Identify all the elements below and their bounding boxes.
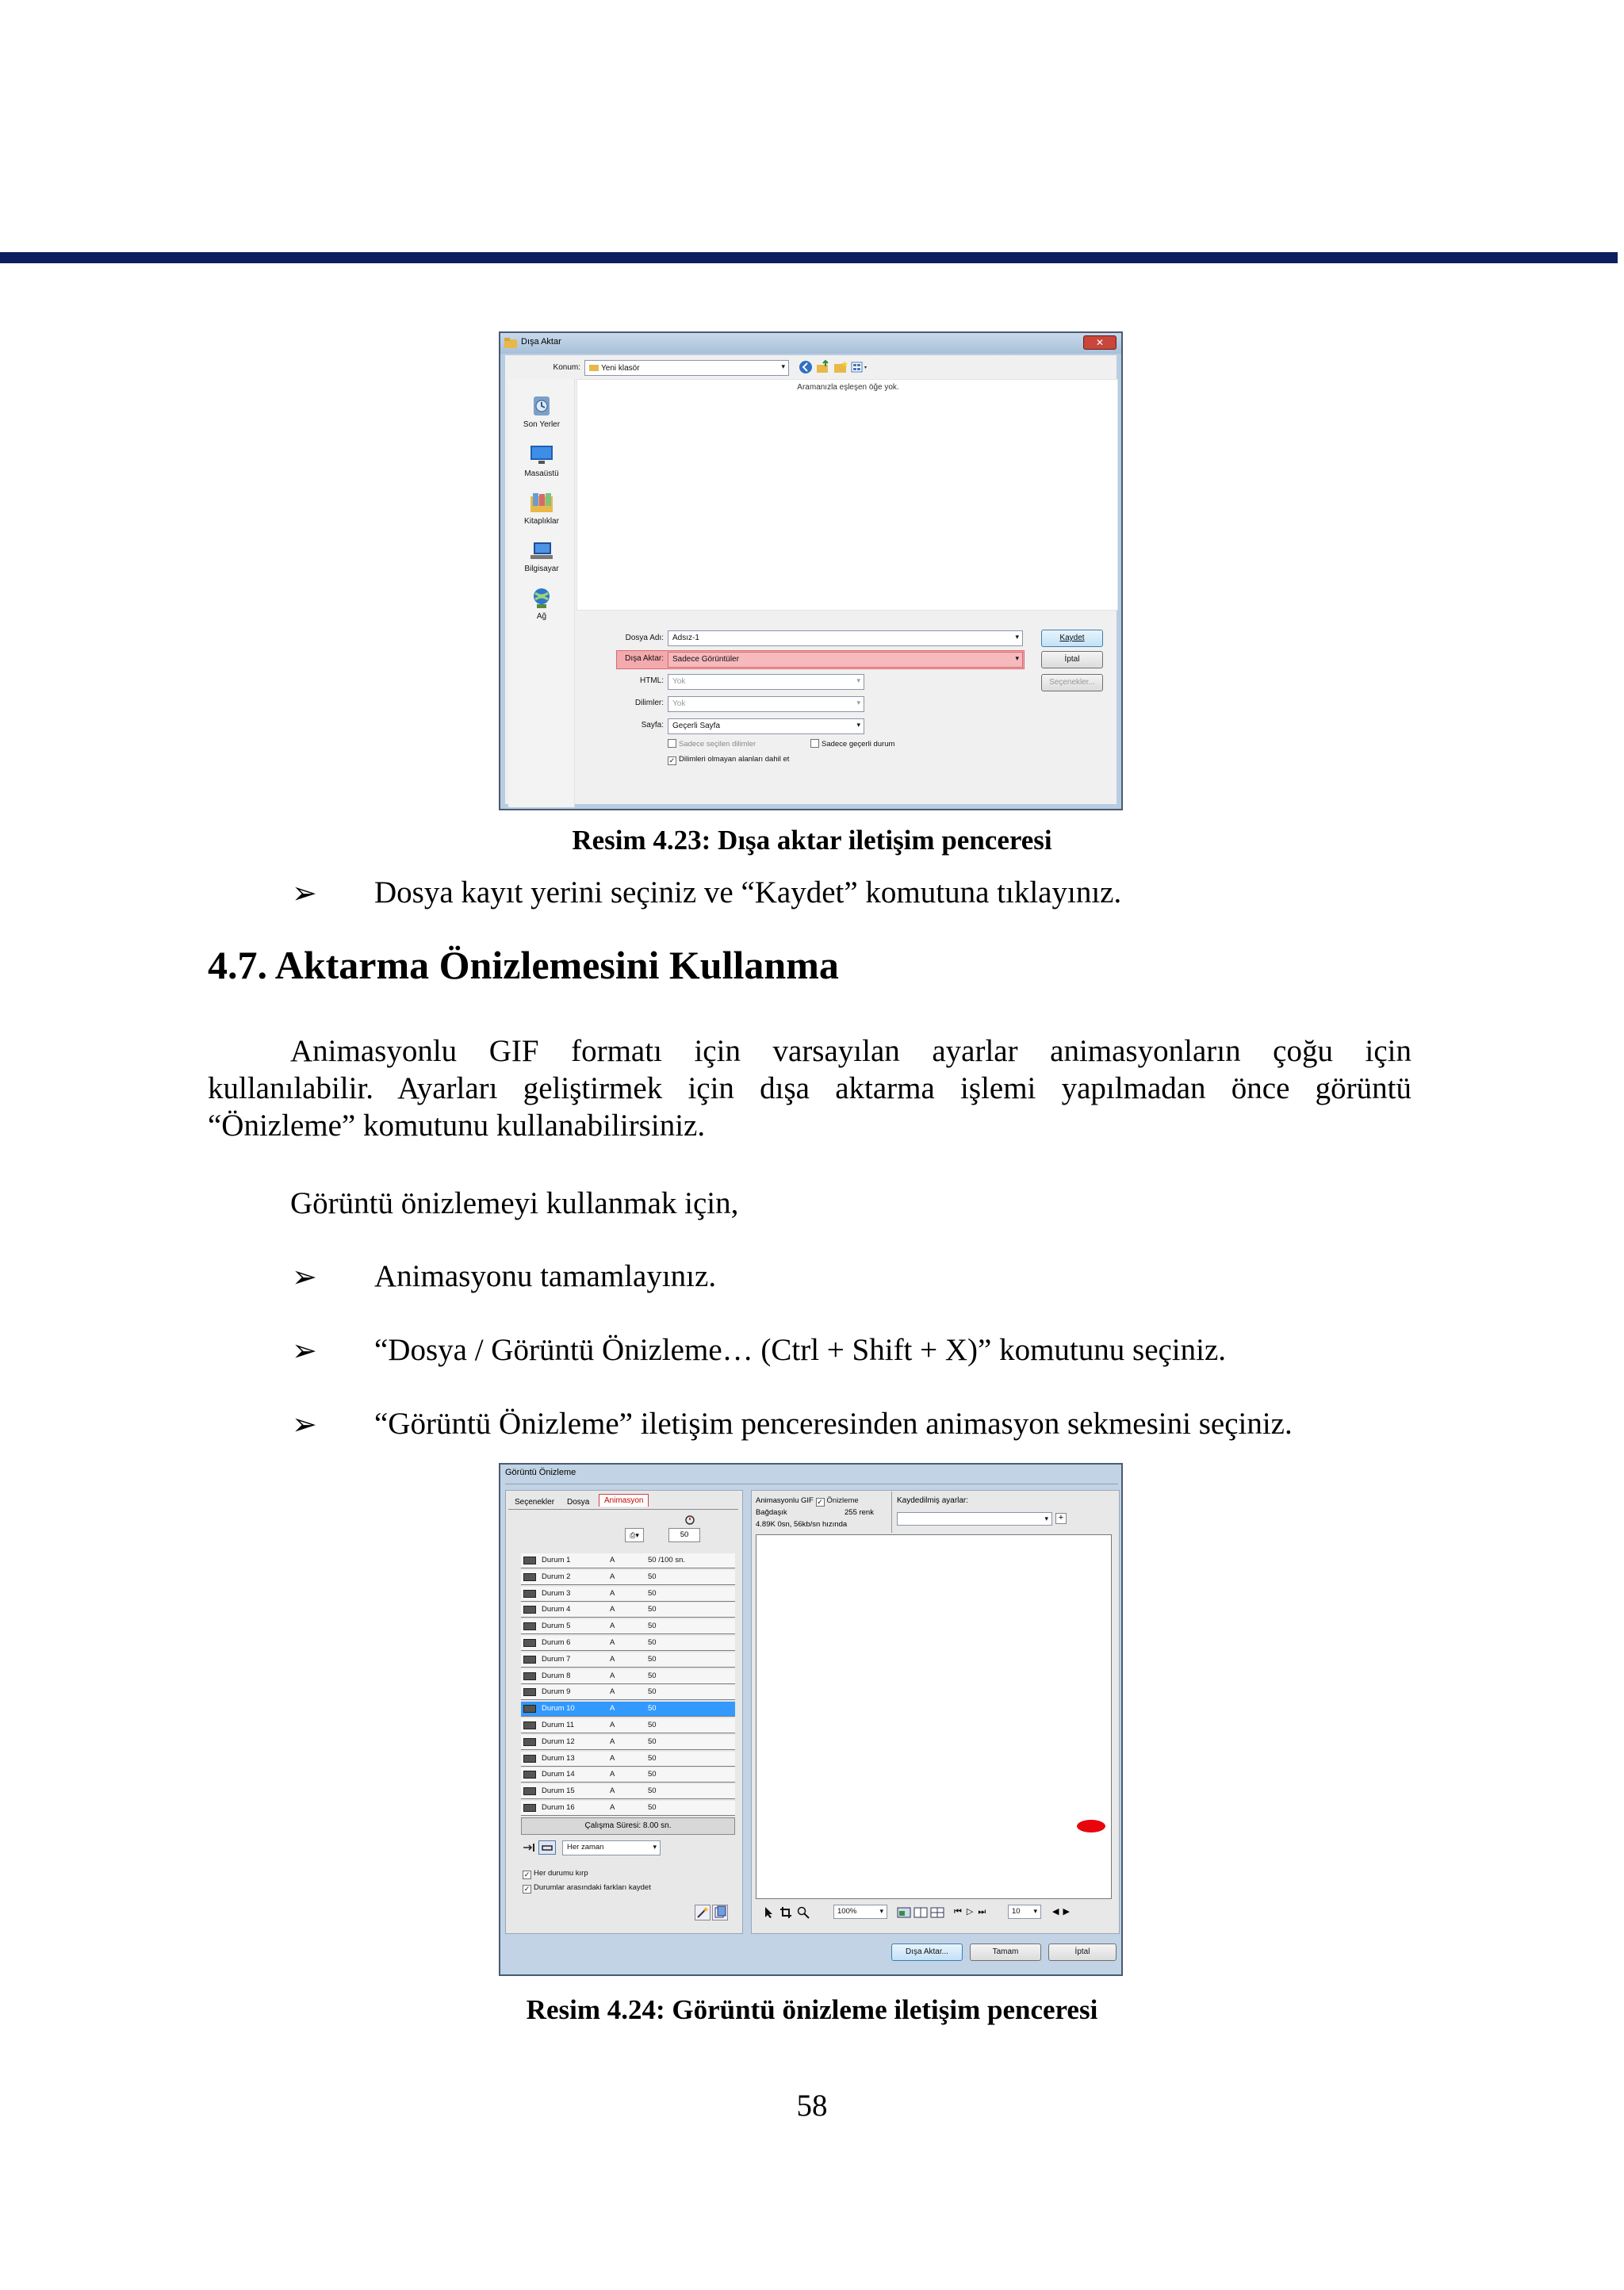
- section-heading: 4.7. Aktarma Önizlemesini Kullanma: [208, 943, 839, 987]
- preview-checkbox[interactable]: ✓ Önizleme: [817, 1496, 859, 1506]
- chevron-down-icon: ▾: [856, 721, 860, 729]
- frame-thumbnail-icon: [523, 1738, 536, 1746]
- frame-row[interactable]: [521, 1784, 735, 1799]
- info-divider: [891, 1492, 892, 1533]
- frame-delay: 50: [648, 1687, 657, 1697]
- tab-file[interactable]: Dosya: [567, 1498, 590, 1507]
- crop-icon[interactable]: [779, 1906, 792, 1919]
- frame-name: Durum 13: [542, 1753, 575, 1763]
- frame-name: Durum 15: [542, 1786, 575, 1796]
- frame-disposal: A: [610, 1622, 615, 1631]
- dialog-title: Görüntü Önizleme: [505, 1468, 576, 1477]
- dialog-title: Dışa Aktar: [521, 337, 561, 347]
- frame-delay: 50 /100 sn.: [648, 1556, 686, 1564]
- export-button[interactable]: Dışa Aktar...: [891, 1943, 963, 1961]
- cancel-button[interactable]: İptal: [1041, 651, 1103, 668]
- frame-delay: 50: [648, 1753, 657, 1763]
- bullet-text-1: Dosya kayıt yerini seçiniz ve “Kaydet” komutuna tıklayınız.: [374, 875, 1122, 909]
- network-icon: [529, 587, 554, 609]
- frame-name: Durum 2: [542, 1572, 571, 1581]
- frame-row[interactable]: [521, 1718, 735, 1733]
- save-button[interactable]: Kaydet: [1041, 630, 1103, 647]
- figure1-caption: Resim 4.23: Dışa aktar iletişim penceresi: [572, 825, 1052, 856]
- include-areas-checkbox[interactable]: ✓ Dilimleri olmayan alanları dahil et: [668, 755, 790, 764]
- frame-thumbnail-icon: [523, 1705, 536, 1713]
- filename-combo[interactable]: Adsız-1 ▾: [668, 630, 1023, 646]
- frame-row[interactable]: [521, 1636, 735, 1651]
- playback-controls[interactable]: ⏮▷⏭: [954, 1907, 991, 1917]
- frame-name: Durum 10: [542, 1704, 575, 1714]
- frame-thumbnail-icon: [523, 1557, 536, 1564]
- pointer-icon[interactable]: [764, 1906, 775, 1919]
- location-combo[interactable]: Yeni klasör ▾: [584, 360, 789, 376]
- bullet-marker: ➢: [292, 1261, 317, 1294]
- crop-checkbox[interactable]: ✓ Her durumu kırp: [523, 1869, 588, 1878]
- tab-animation[interactable]: Animasyon: [599, 1494, 649, 1507]
- figure2-caption: Resim 4.24: Görüntü önizleme iletişim penceresi: [526, 1994, 1098, 2025]
- frame-thumbnail-icon: [523, 1606, 536, 1614]
- frame-name: Durum 16: [542, 1803, 575, 1812]
- view-split-icon[interactable]: [897, 1906, 944, 1919]
- ok-button[interactable]: Tamam: [970, 1943, 1041, 1961]
- frame-delay: 50: [648, 1638, 657, 1647]
- frame-row[interactable]: [521, 1553, 735, 1568]
- frame-disposal: A: [610, 1753, 615, 1763]
- frame-combo[interactable]: 10 ▾: [1008, 1905, 1041, 1919]
- frame-name: Durum 6: [542, 1638, 571, 1647]
- cancel-button[interactable]: İptal: [1048, 1943, 1116, 1961]
- top-rule: [0, 252, 1618, 263]
- frame-thumbnail-icon: [523, 1672, 536, 1680]
- frame-thumbnail-icon: [523, 1622, 536, 1630]
- paragraph-2: Görüntü önizlemeyi kullanmak için,: [290, 1186, 739, 1220]
- frame-row[interactable]: [521, 1735, 735, 1750]
- frame-disposal: A: [610, 1638, 615, 1647]
- frame-disposal: A: [610, 1654, 615, 1664]
- options-button[interactable]: Seçenekler...: [1041, 674, 1103, 691]
- chevron-down-icon: ▾: [856, 676, 860, 684]
- wand-icon[interactable]: [695, 1905, 710, 1920]
- frame-row[interactable]: [521, 1570, 735, 1585]
- file-list[interactable]: [576, 379, 1118, 611]
- frame-name: Durum 12: [542, 1737, 575, 1746]
- frame-name: Durum 8: [542, 1671, 571, 1680]
- desktop-icon: [529, 444, 554, 466]
- zoom-icon[interactable]: [797, 1906, 810, 1919]
- chevron-down-icon: ▾: [1015, 654, 1019, 662]
- close-button[interactable]: ✕: [1083, 335, 1116, 350]
- frame-row[interactable]: [521, 1752, 735, 1767]
- frame-thumbnail-icon: [523, 1787, 536, 1795]
- chevron-down-icon: ▾: [781, 362, 785, 370]
- frame-name: Durum 3: [542, 1588, 571, 1598]
- frame-disposal: A: [610, 1605, 615, 1614]
- place-libraries[interactable]: Kitaplıklar: [518, 492, 565, 526]
- new-folder-icon[interactable]: [833, 360, 848, 374]
- slices-combo[interactable]: Yok ▾: [668, 696, 864, 712]
- paragraph-line-3: “Önizleme” komutunu kullanabilirsiniz.: [208, 1109, 706, 1143]
- html-label: HTML:: [640, 676, 664, 685]
- frame-delay: 50: [648, 1572, 657, 1581]
- export-type-label: Dışa Aktar:: [625, 654, 664, 663]
- frame-delay: 50: [648, 1704, 657, 1714]
- frame-step-controls[interactable]: ◀▶: [1052, 1907, 1074, 1917]
- frame-name: Durum 9: [542, 1687, 571, 1697]
- bullet-marker: ➢: [292, 877, 317, 910]
- timer-icon: [684, 1514, 695, 1525]
- view-menu-icon[interactable]: [851, 360, 870, 374]
- chevron-down-icon: ▾: [1044, 1515, 1048, 1522]
- zoom-combo[interactable]: 100% ▾: [833, 1905, 887, 1919]
- folder-icon: [504, 337, 517, 348]
- tab-divider: [508, 1509, 738, 1510]
- info-size: 4.89K 0sn, 56kb/sn hızında: [756, 1520, 848, 1529]
- frame-disposal: A: [610, 1671, 615, 1680]
- frame-row[interactable]: [521, 1603, 735, 1618]
- bullet-marker: ➢: [292, 1335, 317, 1368]
- frame-thumbnail-icon: [523, 1639, 536, 1647]
- computer-icon: [529, 539, 554, 561]
- chevron-down-icon: ▾: [856, 699, 860, 707]
- bullet-marker: ➢: [292, 1408, 317, 1442]
- place-desktop[interactable]: Masaüstü: [518, 444, 565, 478]
- recent-places-icon: [529, 395, 554, 417]
- format-label: Animasyonlu GIF: [756, 1496, 814, 1505]
- pages-combo[interactable]: Geçerli Sayfa ▾: [668, 718, 864, 734]
- bullet-text-3: “Dosya / Görüntü Önizleme… (Ctrl + Shift + X)” komutunu seçiniz.: [374, 1333, 1227, 1367]
- back-icon[interactable]: [799, 360, 813, 374]
- bullet-text-4: “Görüntü Önizleme” iletişim penceresinden animasyon sekmesini seçiniz.: [374, 1407, 1293, 1441]
- frame-delay: 50: [648, 1654, 657, 1664]
- frame-name: Durum 1: [542, 1556, 571, 1564]
- frame-delay: 50: [648, 1803, 657, 1812]
- selected-slices-checkbox[interactable]: Sadece seçilen dilimler: [668, 739, 756, 749]
- loop-combo[interactable]: Her zaman ▾: [562, 1840, 661, 1855]
- animated-dot: [1077, 1820, 1105, 1832]
- frame-thumbnail-icon: [523, 1804, 536, 1812]
- place-computer[interactable]: Bilgisayar: [518, 539, 565, 573]
- frame-disposal: A: [610, 1721, 615, 1729]
- frame-name: Durum 5: [542, 1622, 571, 1631]
- frames-icon[interactable]: [712, 1905, 728, 1920]
- paragraph-line-1: Animasyonlu GIF formatı için varsayılan ayarlar animasyonların çoğu için: [290, 1034, 1411, 1068]
- frame-name: Durum 14: [542, 1770, 575, 1779]
- info-colors: 255 renk: [845, 1508, 874, 1517]
- paragraph-line-2: kullanılabilir. Ayarları geliştirmek için dışa aktarma işlemi yapılmadan önce görüntü: [208, 1071, 1411, 1105]
- frame-disposal: A: [610, 1687, 615, 1697]
- duration-bar: Çalışma Süresi: 8.00 sn.: [521, 1817, 735, 1835]
- chevron-down-icon: ▾: [879, 1907, 883, 1915]
- frame-disposal: A: [610, 1770, 615, 1779]
- frame-delay: 50: [648, 1588, 657, 1598]
- frame-delay: 50: [648, 1671, 657, 1680]
- loop-arrow-icon: [523, 1842, 535, 1853]
- folder-icon: [589, 363, 599, 371]
- saved-settings-combo[interactable]: [897, 1512, 1052, 1526]
- html-combo[interactable]: Yok ▾: [668, 674, 864, 690]
- disposal-dropdown[interactable]: ⎙▾: [625, 1528, 644, 1542]
- frame-row[interactable]: [521, 1801, 735, 1816]
- save-diff-checkbox[interactable]: ✓ Durumlar arasındaki farkları kaydet: [523, 1883, 651, 1893]
- empty-message: Aramanızla eşleşen öğe yok.: [797, 383, 899, 392]
- optimize-info: [756, 1495, 898, 1530]
- chevron-down-icon: ▾: [653, 1843, 657, 1851]
- frame-row[interactable]: [521, 1685, 735, 1700]
- frame-row[interactable]: [521, 1702, 735, 1717]
- frame-name: Durum 11: [542, 1721, 575, 1729]
- filename-label: Dosya Adı:: [625, 634, 664, 642]
- bullet-text-2: Animasyonu tamamlayınız.: [374, 1259, 717, 1293]
- frame-delay: 50: [648, 1721, 657, 1729]
- frame-row[interactable]: [521, 1587, 735, 1602]
- frame-disposal: A: [610, 1737, 615, 1746]
- frame-disposal: A: [610, 1556, 615, 1564]
- place-network[interactable]: Ağ: [518, 587, 565, 621]
- frame-thumbnail-icon: [523, 1721, 536, 1729]
- frame-delay: 50: [648, 1622, 657, 1631]
- up-folder-icon[interactable]: [816, 360, 830, 374]
- info-matte: Bağdaşık: [756, 1508, 787, 1517]
- current-state-checkbox[interactable]: Sadece geçerli durum: [810, 739, 894, 749]
- page-number: 58: [796, 2089, 828, 2123]
- frame-row[interactable]: [521, 1767, 735, 1783]
- frame-disposal: A: [610, 1786, 615, 1796]
- frame-disposal: A: [610, 1588, 615, 1598]
- frame-delay: 50: [648, 1786, 657, 1796]
- title-bar: [500, 333, 1121, 354]
- frame-delay: 50: [648, 1605, 657, 1614]
- chevron-down-icon: ▾: [1015, 633, 1019, 641]
- export-type-combo[interactable]: Sadece Görüntüler ▾: [668, 652, 1023, 668]
- frame-row[interactable]: [521, 1669, 735, 1684]
- add-preset-button[interactable]: +: [1055, 1513, 1067, 1524]
- frame-name: Durum 4: [542, 1605, 571, 1614]
- slices-label: Dilimler:: [634, 699, 664, 707]
- frame-thumbnail-icon: [523, 1573, 536, 1581]
- tab-options[interactable]: Seçenekler: [515, 1498, 555, 1507]
- frame-row[interactable]: [521, 1652, 735, 1668]
- frame-delay: 50: [648, 1737, 657, 1746]
- place-recent[interactable]: Son Yerler: [518, 395, 565, 429]
- frame-disposal: A: [610, 1704, 615, 1714]
- loop-icon[interactable]: [538, 1840, 556, 1855]
- frame-delay: 50: [648, 1770, 657, 1779]
- frame-row[interactable]: [521, 1619, 735, 1634]
- libraries-icon: [529, 492, 554, 514]
- frame-disposal: A: [610, 1803, 615, 1812]
- export-dialog: [499, 331, 1123, 810]
- frame-thumbnail-icon: [523, 1771, 536, 1779]
- frame-thumbnail-icon: [523, 1590, 536, 1598]
- frame-name: Durum 7: [542, 1654, 571, 1664]
- frame-thumbnail-icon: [523, 1688, 536, 1696]
- delay-input[interactable]: 50: [668, 1528, 700, 1542]
- chevron-down-icon: ▾: [1033, 1907, 1037, 1915]
- frame-thumbnail-icon: [523, 1755, 536, 1763]
- frame-thumbnail-icon: [523, 1656, 536, 1664]
- pages-label: Sayfa:: [641, 721, 664, 730]
- preview-dialog: [499, 1463, 1123, 1976]
- location-label: Konum:: [553, 363, 580, 372]
- saved-settings-label: Kaydedilmiş ayarlar:: [897, 1496, 969, 1505]
- preview-canvas: [756, 1534, 1112, 1899]
- frame-disposal: A: [610, 1572, 615, 1581]
